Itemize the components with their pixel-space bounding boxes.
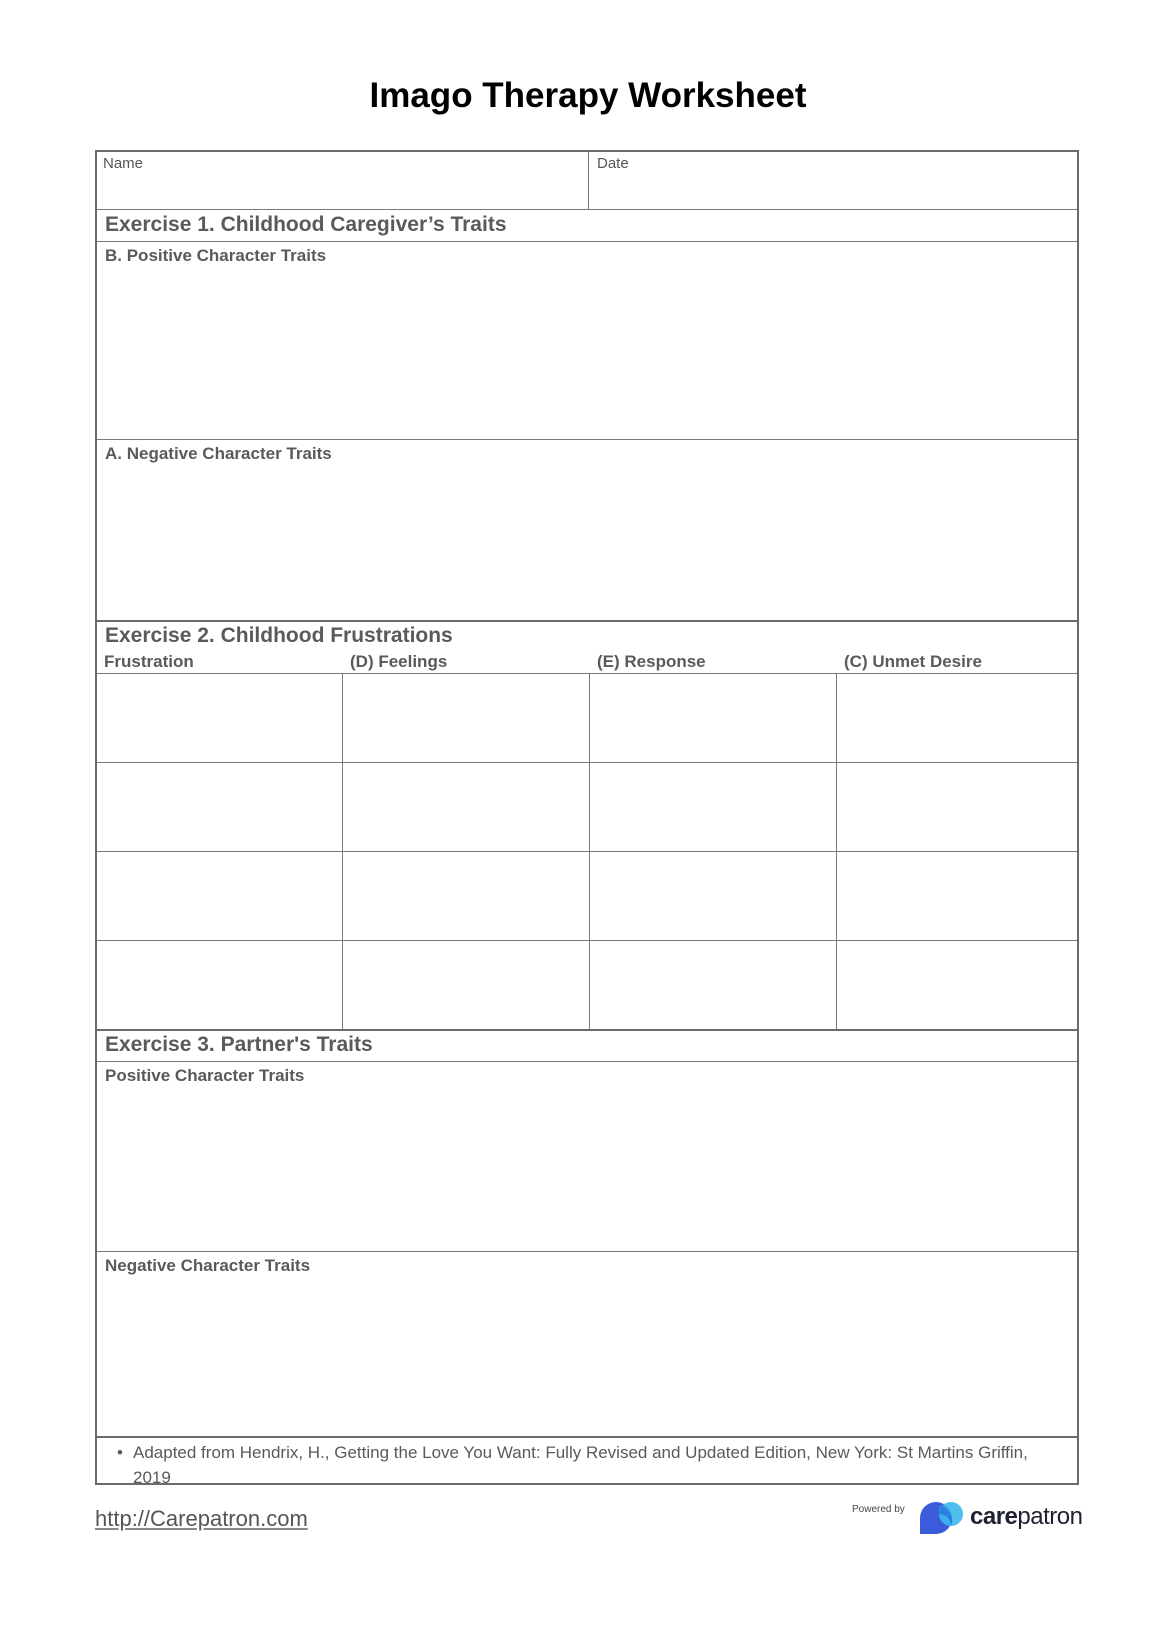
exercise3-negative-field[interactable] bbox=[97, 1252, 1079, 1436]
brand-bold: care bbox=[970, 1503, 1018, 1530]
feelings-cell[interactable] bbox=[343, 941, 589, 1029]
unmet-desire-cell[interactable] bbox=[837, 852, 1079, 940]
powered-by-label: Powered by bbox=[852, 1504, 905, 1515]
exercise1-negative-field[interactable] bbox=[97, 440, 1079, 620]
exercise3-positive-label: Positive Character Traits bbox=[105, 1066, 305, 1085]
frustration-cell[interactable] bbox=[97, 674, 342, 762]
response-cell[interactable] bbox=[590, 674, 836, 762]
divider bbox=[97, 620, 1077, 622]
divider bbox=[97, 1436, 1077, 1438]
column-header-frustration: Frustration bbox=[104, 652, 194, 671]
carepatron-logo-icon bbox=[918, 1500, 968, 1536]
unmet-desire-cell[interactable] bbox=[837, 941, 1079, 1029]
response-cell[interactable] bbox=[590, 852, 836, 940]
unmet-desire-cell[interactable] bbox=[837, 674, 1079, 762]
carepatron-brand[interactable] bbox=[852, 1500, 1082, 1540]
exercise3-negative-label: Negative Character Traits bbox=[105, 1256, 311, 1275]
feelings-cell[interactable] bbox=[343, 763, 589, 851]
exercise3-positive-field[interactable] bbox=[97, 1062, 1079, 1251]
carepatron-wordmark bbox=[970, 1503, 1082, 1531]
exercise1-negative-label: A. Negative Character Traits bbox=[105, 444, 332, 463]
frustration-cell[interactable] bbox=[97, 852, 342, 940]
name-field[interactable] bbox=[97, 152, 588, 209]
carepatron-link[interactable]: http://Carepatron.com bbox=[95, 1506, 308, 1531]
exercise1-title: Exercise 1. Childhood Caregiver’s Traits bbox=[105, 213, 507, 236]
worksheet-form bbox=[95, 150, 1079, 1485]
column-header-unmet-desire: (C) Unmet Desire bbox=[844, 652, 982, 671]
exercise2-title: Exercise 2. Childhood Frustrations bbox=[105, 624, 453, 647]
bullet-icon: • bbox=[117, 1443, 123, 1462]
column-header-response: (E) Response bbox=[597, 652, 706, 671]
feelings-cell[interactable] bbox=[343, 852, 589, 940]
exercise3-title: Exercise 3. Partner's Traits bbox=[105, 1033, 373, 1056]
unmet-desire-cell[interactable] bbox=[837, 763, 1079, 851]
column-header-feelings: (D) Feelings bbox=[350, 652, 448, 671]
date-field[interactable] bbox=[589, 152, 1079, 209]
footnote-text: Adapted from Hendrix, H., Getting the Love You Want: Fully Revised and Updated Edition, New York: St Martins Griffin, 2019 bbox=[133, 1443, 1028, 1487]
date-label: Date bbox=[597, 155, 629, 172]
feelings-cell[interactable] bbox=[343, 674, 589, 762]
exercise1-positive-label: B. Positive Character Traits bbox=[105, 246, 327, 265]
page-title: Imago Therapy Worksheet bbox=[369, 76, 807, 115]
exercise1-positive-field[interactable] bbox=[97, 242, 1079, 439]
brand-regular: patron bbox=[1017, 1503, 1083, 1530]
divider bbox=[97, 209, 1077, 210]
reference-footnote bbox=[115, 1440, 1057, 1490]
frustration-cell[interactable] bbox=[97, 763, 342, 851]
response-cell[interactable] bbox=[590, 941, 836, 1029]
frustration-cell[interactable] bbox=[97, 941, 342, 1029]
response-cell[interactable] bbox=[590, 763, 836, 851]
divider bbox=[97, 1029, 1077, 1031]
name-label: Name bbox=[103, 155, 144, 172]
